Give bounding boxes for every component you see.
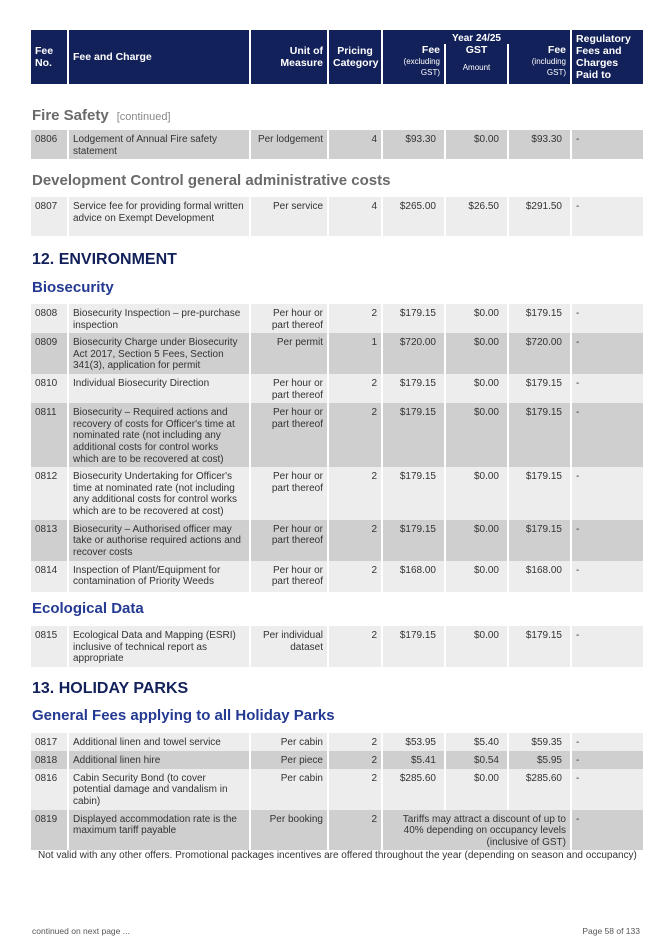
category-cell: 2 (329, 374, 381, 403)
col-fee-no: Fee No. (31, 30, 67, 84)
fee-excl-cell: $168.00 (383, 561, 444, 592)
fee-incl-cell: $179.15 (509, 467, 570, 519)
fee-name-cell: Biosecurity Inspection – pre-purchase inspection (69, 304, 249, 333)
fee-no-cell: 0816 (31, 769, 67, 810)
fee-excl-cell: $93.30 (383, 130, 444, 159)
col-fee-excl (383, 44, 444, 84)
fee-name-cell: Displayed accommodation rate is the maximum tariff payable (69, 810, 249, 851)
fee-no-cell: 0811 (31, 403, 67, 467)
table-row (31, 626, 643, 667)
fee-name-cell: Biosecurity – Authorised officer may take or authorise required actions and recover costs (69, 520, 249, 561)
unit-cell: Per booking (251, 810, 327, 851)
unit-cell: Per hour or part thereof (251, 403, 327, 467)
gst-sub: Amount (462, 63, 491, 72)
fee-no-cell: 0815 (31, 626, 67, 667)
biosecurity-table (29, 304, 645, 592)
fire-safety-table (29, 130, 645, 159)
fee-table-header (29, 30, 645, 84)
fee-name-cell: Inspection of Plant/Equipment for contamination of Priority Weeds (69, 561, 249, 592)
fee-name-cell: Additional linen and towel service (69, 733, 249, 751)
unit-cell: Per permit (251, 333, 327, 374)
fee-incl-cell: $285.60 (509, 769, 570, 810)
table-row (31, 561, 643, 592)
category-cell: 2 (329, 810, 381, 851)
fee-incl-cell: $179.15 (509, 374, 570, 403)
table-row (31, 130, 643, 159)
section-biosecurity: Biosecurity (32, 279, 114, 296)
gst-cell: $0.00 (446, 467, 507, 519)
gst-cell: $0.00 (446, 333, 507, 374)
table-row (31, 467, 643, 519)
fee-incl-cell: $179.15 (509, 626, 570, 667)
unit-cell: Per hour or part thereof (251, 561, 327, 592)
col-regulatory: Regulatory Fees and Charges Paid to (572, 30, 643, 84)
category-cell: 4 (329, 130, 381, 159)
fee-incl-cell: $179.15 (509, 520, 570, 561)
section-fire-safety-title: Fire Safety (32, 107, 109, 124)
fee-name-cell: Cabin Security Bond (to cover potential damage and vandalism in cabin) (69, 769, 249, 810)
fee-incl-label: Fee (547, 44, 567, 56)
fee-excl-cell: $179.15 (383, 520, 444, 561)
fee-name-cell: Biosecurity Undertaking for Officer's time at nominated rate (not including any additional costs for control works which are to be recovered at cost) (69, 467, 249, 519)
regulatory-cell: - (572, 467, 643, 519)
category-cell: 2 (329, 626, 381, 667)
ecological-table (29, 626, 645, 667)
page-number: Page 58 of 133 (582, 926, 640, 936)
regulatory-cell: - (572, 304, 643, 333)
fee-name-cell: Individual Biosecurity Direction (69, 374, 249, 403)
fee-excl-cell: $179.15 (383, 403, 444, 467)
fee-no-cell: 0809 (31, 333, 67, 374)
tariff-note-cell: Tariffs may attract a discount of up to 40% depending on occupancy levels (inclusive of GST) (383, 810, 570, 851)
fee-incl-cell: $291.50 (509, 197, 570, 236)
gst-label: GST (465, 44, 488, 56)
fee-incl-cell: $5.95 (509, 751, 570, 769)
col-pricing-category: Pricing Category (329, 30, 381, 84)
gst-cell: $0.00 (446, 520, 507, 561)
fee-excl-cell: $53.95 (383, 733, 444, 751)
category-cell: 2 (329, 467, 381, 519)
fee-no-cell: 0812 (31, 467, 67, 519)
category-cell: 2 (329, 403, 381, 467)
gst-cell: $5.40 (446, 733, 507, 751)
dev-control-table (29, 197, 645, 236)
table-row (31, 751, 643, 769)
unit-cell: Per hour or part thereof (251, 467, 327, 519)
fee-name-cell: Lodgement of Annual Fire safety statement (69, 130, 249, 159)
unit-cell: Per hour or part thereof (251, 304, 327, 333)
regulatory-cell: - (572, 810, 643, 851)
fee-name-cell: Biosecurity Charge under Biosecurity Act 2017, Section 5 Fees, Section 341(3), application for permit (69, 333, 249, 374)
unit-cell: Per hour or part thereof (251, 374, 327, 403)
fee-no-cell: 0806 (31, 130, 67, 159)
fee-incl-sub: (including GST) (531, 57, 567, 77)
section-ecological-data: Ecological Data (32, 600, 144, 617)
table-row (31, 333, 643, 374)
fee-incl-cell: $179.15 (509, 304, 570, 333)
gst-cell: $0.00 (446, 626, 507, 667)
fee-excl-cell: $179.15 (383, 626, 444, 667)
col-year: Year 24/25 (383, 30, 570, 44)
fee-excl-cell: $5.41 (383, 751, 444, 769)
section-environment: 12. ENVIRONMENT (32, 251, 177, 268)
col-fee-and-charge: Fee and Charge (69, 30, 249, 84)
fee-incl-cell: $168.00 (509, 561, 570, 592)
fee-incl-cell: $93.30 (509, 130, 570, 159)
unit-cell: Per cabin (251, 733, 327, 751)
fee-name-cell: Service fee for providing formal written advice on Exempt Development (69, 197, 249, 236)
fee-excl-cell: $720.00 (383, 333, 444, 374)
unit-cell: Per individual dataset (251, 626, 327, 667)
category-cell: 2 (329, 733, 381, 751)
regulatory-cell: - (572, 626, 643, 667)
continued-footer: continued on next page ... (32, 926, 130, 936)
regulatory-cell: - (572, 333, 643, 374)
table-row (31, 374, 643, 403)
gst-cell: $0.54 (446, 751, 507, 769)
regulatory-cell: - (572, 374, 643, 403)
fee-incl-cell: $720.00 (509, 333, 570, 374)
category-cell: 2 (329, 561, 381, 592)
table-row (31, 520, 643, 561)
section-general-fees: General Fees applying to all Holiday Parks (32, 707, 335, 724)
unit-cell: Per hour or part thereof (251, 520, 327, 561)
table-row (31, 304, 643, 333)
category-cell: 4 (329, 197, 381, 236)
fee-name-cell: Additional linen hire (69, 751, 249, 769)
fee-incl-cell: $59.35 (509, 733, 570, 751)
fee-incl-cell: $179.15 (509, 403, 570, 467)
regulatory-cell: - (572, 130, 643, 159)
table-row (31, 403, 643, 467)
category-cell: 2 (329, 520, 381, 561)
regulatory-cell: - (572, 769, 643, 810)
fee-no-cell: 0819 (31, 810, 67, 851)
fee-name-cell: Biosecurity – Required actions and recovery of costs for Officer's time at nominated rate (not including any additional costs for control works which are to be recovered at cost) (69, 403, 249, 467)
table-row (31, 769, 643, 810)
fee-excl-cell: $179.15 (383, 467, 444, 519)
col-gst (446, 44, 507, 84)
regulatory-cell: - (572, 561, 643, 592)
unit-cell: Per piece (251, 751, 327, 769)
fee-excl-cell: $285.60 (383, 769, 444, 810)
promotional-note: Not valid with any other offers. Promotional packages incentives are offered throughout the year (depending on season and occupancy) (38, 850, 637, 861)
unit-cell: Per lodgement (251, 130, 327, 159)
holiday-parks-table (29, 733, 645, 850)
fee-excl-sub: (excluding GST) (403, 57, 440, 77)
fee-no-cell: 0807 (31, 197, 67, 236)
unit-cell: Per cabin (251, 769, 327, 810)
category-cell: 1 (329, 333, 381, 374)
category-cell: 2 (329, 751, 381, 769)
fee-excl-cell: $179.15 (383, 374, 444, 403)
gst-cell: $0.00 (446, 304, 507, 333)
category-cell: 2 (329, 769, 381, 810)
gst-cell: $0.00 (446, 130, 507, 159)
fee-excl-label: Fee (421, 44, 440, 56)
fee-no-cell: 0808 (31, 304, 67, 333)
fee-excl-cell: $265.00 (383, 197, 444, 236)
regulatory-cell: - (572, 197, 643, 236)
regulatory-cell: - (572, 733, 643, 751)
section-fire-safety (32, 107, 171, 124)
category-cell: 2 (329, 304, 381, 333)
regulatory-cell: - (572, 520, 643, 561)
continued-label: [continued] (116, 111, 171, 123)
fee-excl-cell: $179.15 (383, 304, 444, 333)
gst-cell: $26.50 (446, 197, 507, 236)
unit-cell: Per service (251, 197, 327, 236)
section-development-control: Development Control general administrative costs (32, 172, 391, 189)
regulatory-cell: - (572, 751, 643, 769)
fee-no-cell: 0817 (31, 733, 67, 751)
table-row (31, 810, 643, 851)
col-unit-of-measure: Unit of Measure (251, 30, 327, 84)
fee-no-cell: 0810 (31, 374, 67, 403)
fee-no-cell: 0813 (31, 520, 67, 561)
regulatory-cell: - (572, 403, 643, 467)
section-holiday-parks: 13. HOLIDAY PARKS (32, 680, 189, 697)
gst-cell: $0.00 (446, 561, 507, 592)
table-row (31, 733, 643, 751)
fee-no-cell: 0814 (31, 561, 67, 592)
gst-cell: $0.00 (446, 374, 507, 403)
gst-cell: $0.00 (446, 769, 507, 810)
col-fee-incl (509, 44, 570, 84)
table-row (31, 197, 643, 236)
fee-name-cell: Ecological Data and Mapping (ESRI) inclusive of technical report as appropriate (69, 626, 249, 667)
gst-cell: $0.00 (446, 403, 507, 467)
fee-no-cell: 0818 (31, 751, 67, 769)
